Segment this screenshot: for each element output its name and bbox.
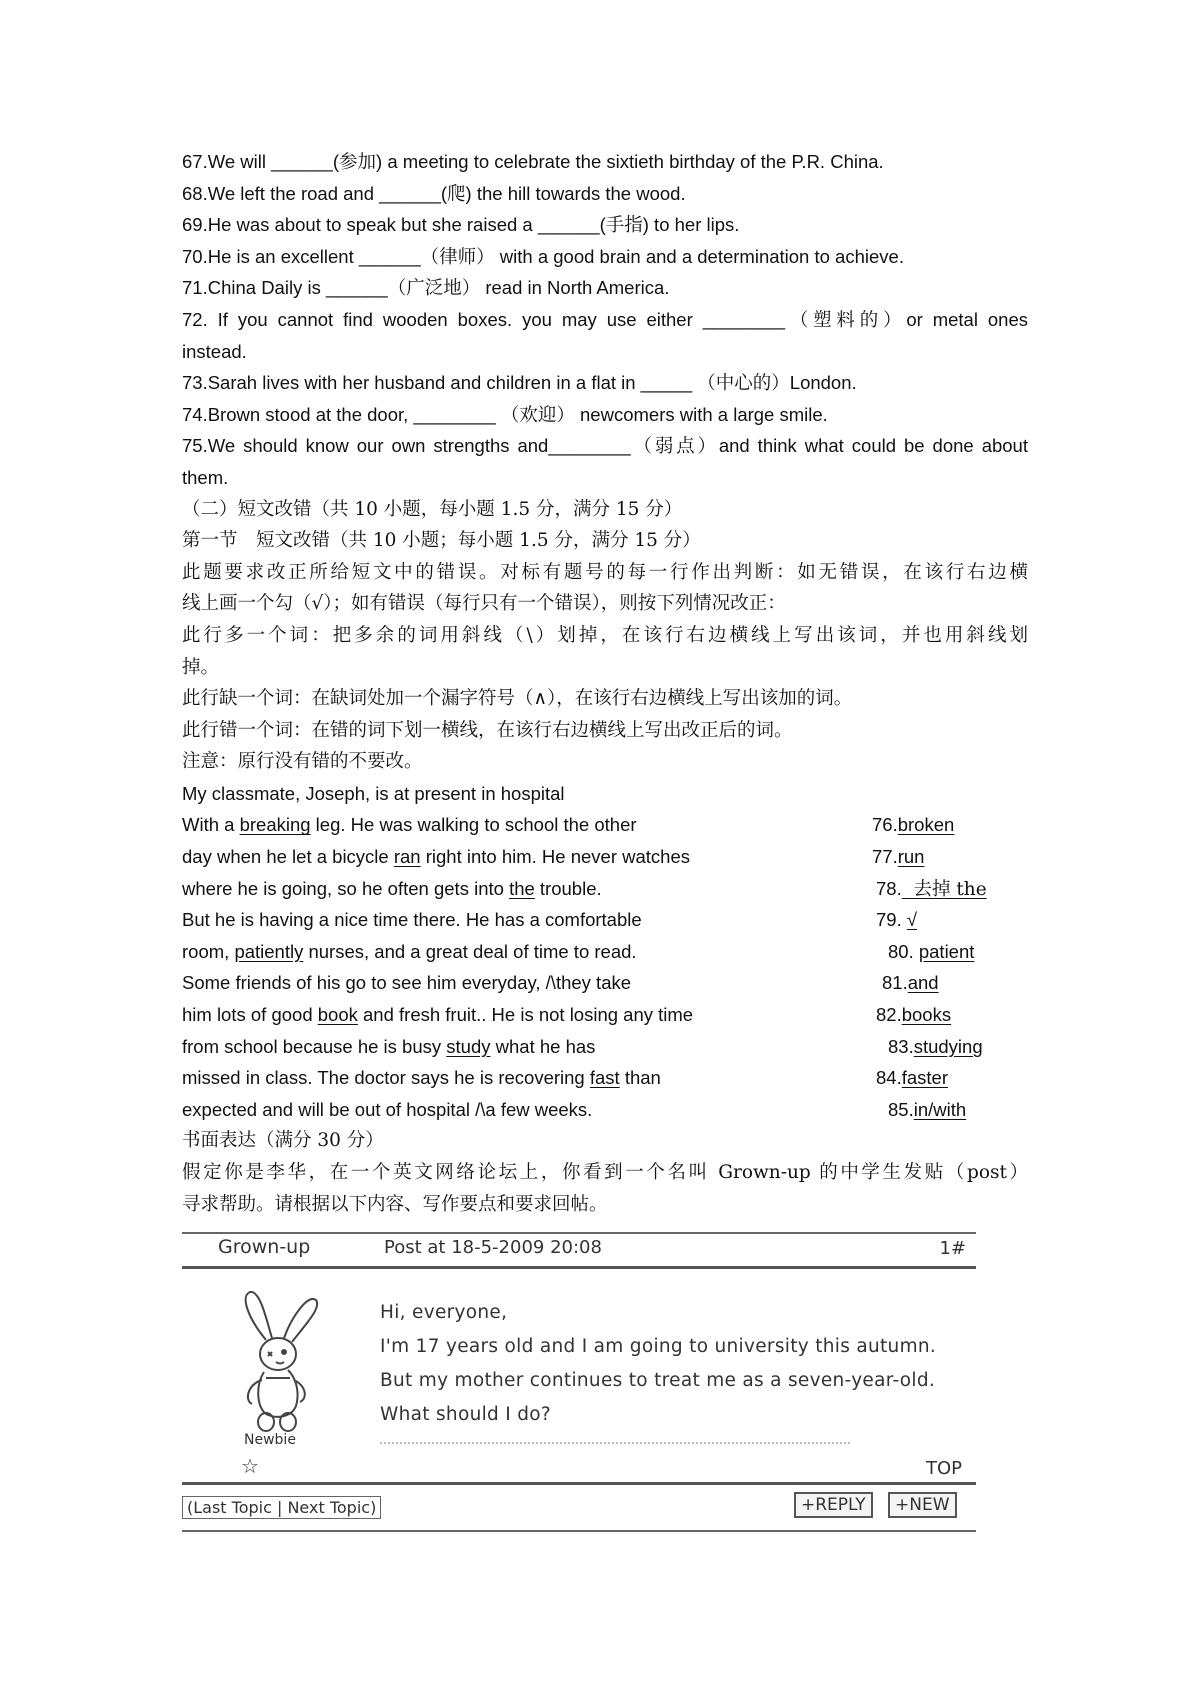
- user-rank: Newbie: [244, 1432, 296, 1448]
- answer-80: 80. patient: [888, 940, 975, 962]
- topic-navigation[interactable]: (Last Topic | Next Topic): [182, 1496, 381, 1519]
- vocab-question-69: 69.He was about to speak but she raised a ______(手指) to her lips.: [182, 214, 740, 237]
- question-75: 75.We should know our own strengths and________（弱点）and think what could be done about: [182, 435, 1028, 458]
- passage-line: missed in class. The doctor says he is recovering fast than 84.faster: [182, 1062, 1028, 1094]
- reply-button[interactable]: +REPLY: [794, 1492, 873, 1518]
- passage-line: expected and will be out of hospital /\a few weeks. 85.in/with: [182, 1094, 1028, 1126]
- error-word: breaking: [239, 814, 311, 836]
- new-button[interactable]: +NEW: [888, 1492, 957, 1518]
- answer-77: 77.run: [872, 846, 925, 868]
- post-body: [380, 1296, 936, 1432]
- passage-line: day when he let a bicycle ran right into him. He never watches 77.run: [182, 841, 1028, 873]
- instruction-1b: 线上画一个勾（√）；如有错误（每行只有一个错误），则按下列情况改正：: [182, 593, 786, 615]
- post-username: Grown-up: [218, 1236, 311, 1258]
- top-link[interactable]: TOP: [925, 1458, 962, 1479]
- passage-line: from school because he is busy study what he has 83.studying: [182, 1031, 1028, 1063]
- question-75-cont: them.: [182, 466, 229, 488]
- answer-76: 76.broken: [872, 814, 955, 836]
- post-timestamp: Post at 18-5-2009 20:08: [384, 1237, 602, 1258]
- passage-line: Some friends of his go to see him everyday, /\they take 81.and: [182, 967, 1028, 999]
- post-line: What should I do?: [380, 1404, 551, 1425]
- vocab-question-68: 68.We left the road and ______(爬) the hill towards the wood.: [182, 182, 686, 205]
- post-footer-rule: [182, 1482, 976, 1485]
- answer-85: 85.in/with: [888, 1098, 967, 1120]
- section-2-title: （二）短文改错（共 10 小题，每小题 1.5 分，满分 15 分）: [182, 498, 683, 520]
- post-floor-number: 1#: [939, 1238, 966, 1259]
- instruction-4: 此行错一个词：在错的词下划一横线，在该行右边横线上写出改正后的词。: [182, 719, 793, 741]
- question-74: 74.Brown stood at the door, ________ （欢迎） newcomers with a large smile.: [182, 403, 828, 426]
- error-correction-passage: [182, 809, 1028, 1125]
- answer-81: 81.and: [882, 972, 939, 994]
- passage-line: him lots of good book and fresh fruit.. He is not losing any time 82.books: [182, 999, 1028, 1031]
- passage-line: With a breaking leg. He was walking to school the other 76.broken: [182, 809, 1028, 841]
- instruction-3: 此行缺一个词：在缺词处加一个漏字符号（∧），在该行右边横线上写出该加的词。: [182, 688, 853, 710]
- instruction-1: 此题要求改正所给短文中的错误。对标有题号的每一行作出判断：如无错误，在该行右边横: [182, 561, 1028, 583]
- post-line: But my mother continues to treat me as a seven-year-old.: [380, 1370, 936, 1391]
- question-72: 72. If you cannot find wooden boxes. you may use either ________（塑料的）or metal ones: [182, 308, 1028, 331]
- vocab-question-67: 67.We will ______(参加) a meeting to celebrate the sixtieth birthday of the P.R. China.: [182, 151, 884, 173]
- error-word: fast: [589, 1067, 620, 1089]
- vocab-question-70: 70.He is an excellent ______（律师） with a good brain and a determination to achieve.: [182, 245, 904, 268]
- writing-prompt-2: 寻求帮助。请根据以下内容、写作要点和要求回帖。: [182, 1193, 608, 1215]
- writing-prompt-1: 假定你是李华，在一个英文网络论坛上，你看到一个名叫 Grown-up 的中学生发贴（post）: [182, 1162, 1028, 1183]
- writing-title: 书面表达（满分 30 分）: [182, 1130, 384, 1152]
- instruction-2b: 掉。: [182, 656, 220, 678]
- passage-line: But he is having a nice time there. He has a comfortable 79. √: [182, 904, 1028, 936]
- post-bottom-rule: [182, 1530, 976, 1532]
- instruction-2: 此行多一个词：把多余的词用斜线（\）划掉，在该行右边横线上写出该词，并也用斜线划: [182, 624, 1028, 646]
- answer-79: 79. √: [876, 909, 918, 931]
- error-word: patiently: [234, 940, 304, 962]
- error-word: book: [317, 1004, 358, 1026]
- post-top-rule: [182, 1232, 976, 1234]
- question-72-cont: instead.: [182, 340, 247, 362]
- vocab-questions: [182, 146, 1028, 304]
- vocab-question-71: 71.China Daily is ______（广泛地） read in North America.: [182, 277, 670, 300]
- answer-83: 83.studying: [888, 1035, 983, 1057]
- instruction-5: 注意：原行没有错的不要改。: [182, 751, 423, 773]
- post-header-rule: [182, 1266, 976, 1269]
- rank-star-icon: ☆: [241, 1454, 259, 1478]
- error-word: ran: [393, 846, 421, 868]
- post-dotted-divider: [380, 1442, 850, 1444]
- exercise-content: [182, 146, 1028, 1220]
- rabbit-avatar-icon: [226, 1288, 336, 1438]
- passage-line: room, patiently nurses, and a great deal of time to read. 80. patient: [182, 936, 1028, 968]
- answer-82: 82.books: [876, 1004, 952, 1026]
- error-word: study: [446, 1035, 491, 1057]
- forum-post-image: [182, 1232, 976, 1526]
- passage-line: where he is going, so he often gets into the trouble. 78. 去掉 the: [182, 873, 1028, 905]
- answer-78: 78. 去掉 the: [876, 877, 987, 900]
- error-word: the: [509, 877, 535, 899]
- post-line: I'm 17 years old and I am going to university this autumn.: [380, 1336, 937, 1357]
- answer-84: 84.faster: [876, 1067, 948, 1089]
- passage-first-line: My classmate, Joseph, is at present in hospital: [182, 782, 565, 804]
- post-line: Hi, everyone,: [380, 1302, 508, 1323]
- question-73: 73.Sarah lives with her husband and children in a flat in _____ （中心的）London.: [182, 372, 857, 395]
- section-2-subtitle: 第一节 短文改错（共 10 小题；每小题 1.5 分，满分 15 分）: [182, 530, 701, 552]
